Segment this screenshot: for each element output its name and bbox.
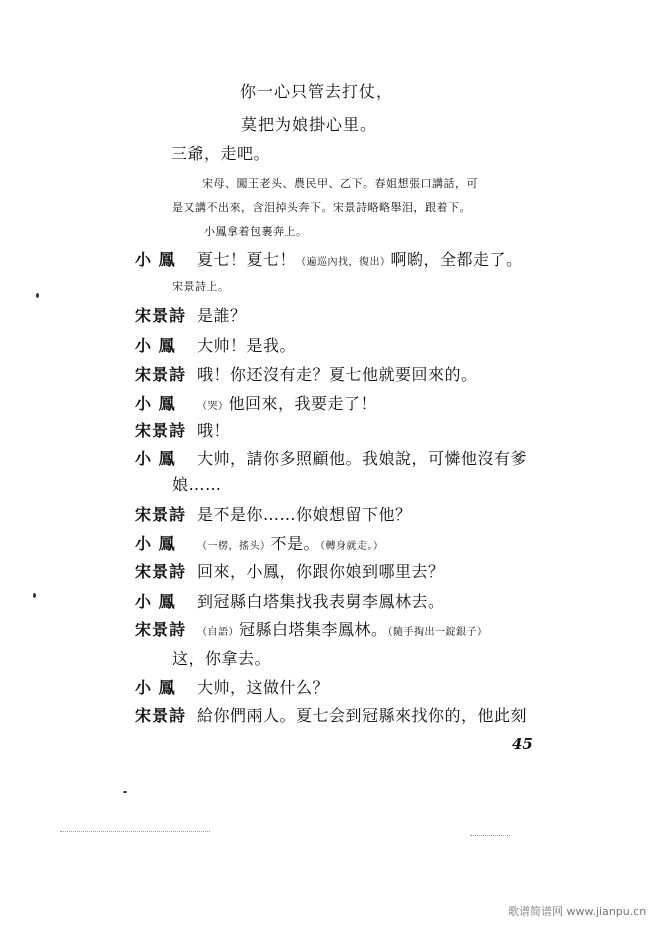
scan-artifact-line	[60, 831, 210, 833]
dialogue-line-farewell: 三爺，走吧。	[171, 144, 271, 163]
scan-speck	[33, 593, 36, 598]
scan-speck	[123, 791, 127, 793]
dialogue-line	[135, 680, 329, 696]
inline-stage-direction: （轉身就走。）	[320, 541, 384, 552]
dialogue-line	[135, 507, 412, 523]
dialogue-continuation: 娘……	[172, 475, 222, 494]
inline-stage-direction: （隨手掏出一錠銀子）	[387, 627, 488, 638]
spoken-text: 大帅，这做什么？	[197, 678, 330, 697]
speaker-name: 宋景詩	[135, 421, 187, 440]
scan-speck	[36, 293, 39, 298]
spoken-text: 給你們兩人。夏七会到冠縣來找你的，他此刻	[197, 706, 528, 725]
dialogue-line	[135, 338, 296, 354]
stage-direction-1: 宋母、闖王老头、農民甲、乙下。春姐想張口講話，可	[202, 177, 478, 190]
watermark: 歌谱简谱网 www.jianpu.cn	[508, 905, 647, 918]
song-line-1: 你一心只管去打仗，	[240, 82, 394, 101]
inline-stage-direction: （哭）	[197, 401, 229, 412]
scan-artifact-line	[470, 835, 510, 837]
speaker-name: 宋景詩	[135, 365, 187, 384]
inline-stage-direction: （一楞，搖头）	[197, 541, 271, 552]
spoken-text: 夏七！夏七！	[197, 250, 297, 269]
song-line-2: 莫把为娘掛心里。	[241, 115, 378, 134]
stage-direction-2: 是又講不出來，含泪掉头奔下。宋景詩略略舉泪，跟着下。	[172, 201, 471, 214]
spoken-text: 不是。	[270, 534, 321, 553]
speaker-name: 小 鳳	[135, 394, 176, 413]
dialogue-line	[135, 308, 247, 324]
spoken-text: 他回來，我要走了！	[228, 394, 378, 413]
dialogue-line	[135, 396, 377, 412]
spoken-text: 是誰？	[197, 306, 247, 325]
dialogue-line	[135, 536, 384, 552]
speaker-name: 小 鳳	[135, 336, 176, 355]
spoken-text: 哦！你还沒有走？夏七他就要回來的。	[197, 365, 478, 384]
speaker-name: 小 鳳	[135, 592, 176, 611]
spoken-text: 到冠縣白塔集找我表舅李鳳林去。	[197, 592, 445, 611]
dialogue-line	[135, 451, 527, 467]
spoken-text: 哦！	[197, 421, 231, 440]
spoken-text: 啊喲，全都走了。	[390, 250, 523, 269]
spoken-text: 是不是你……你娘想留下他？	[197, 505, 412, 524]
spoken-text: 冠縣白塔集李鳳林。	[239, 620, 388, 639]
speaker-name: 小 鳳	[135, 449, 176, 468]
dialogue-continuation: 这，你拿去。	[172, 649, 272, 668]
speaker-name: 宋景詩	[135, 706, 187, 725]
dialogue-line	[135, 367, 478, 383]
inline-stage-direction: （遍巡內找，復出）	[296, 257, 391, 268]
inline-stage-direction: （自語）	[197, 627, 239, 638]
page-number: 45	[512, 735, 533, 753]
speaker-name: 小 鳳	[135, 678, 176, 697]
speaker-name: 宋景詩	[135, 505, 187, 524]
spoken-text: 大帅！是我。	[197, 336, 297, 355]
stage-direction: 宋景詩上。	[172, 280, 230, 293]
spoken-text: 回來，小鳳，你跟你娘到哪里去？	[197, 562, 445, 581]
dialogue-line	[135, 594, 445, 610]
speaker-name: 宋景詩	[135, 620, 187, 639]
dialogue-line	[135, 564, 445, 580]
spoken-text: 大帅，請你多照顧他。我娘說，可憐他沒有爹	[197, 449, 528, 468]
dialogue-line	[135, 423, 230, 439]
speaker-name: 宋景詩	[135, 562, 187, 581]
speaker-name: 小 鳳	[135, 250, 176, 269]
speaker-name: 小 鳳	[135, 534, 176, 553]
dialogue-line	[135, 708, 527, 724]
stage-direction-3: 小鳳拿着包裹奔上。	[204, 225, 308, 238]
dialogue-line	[135, 622, 488, 638]
dialogue-line	[135, 252, 523, 268]
speaker-name: 宋景詩	[135, 306, 187, 325]
